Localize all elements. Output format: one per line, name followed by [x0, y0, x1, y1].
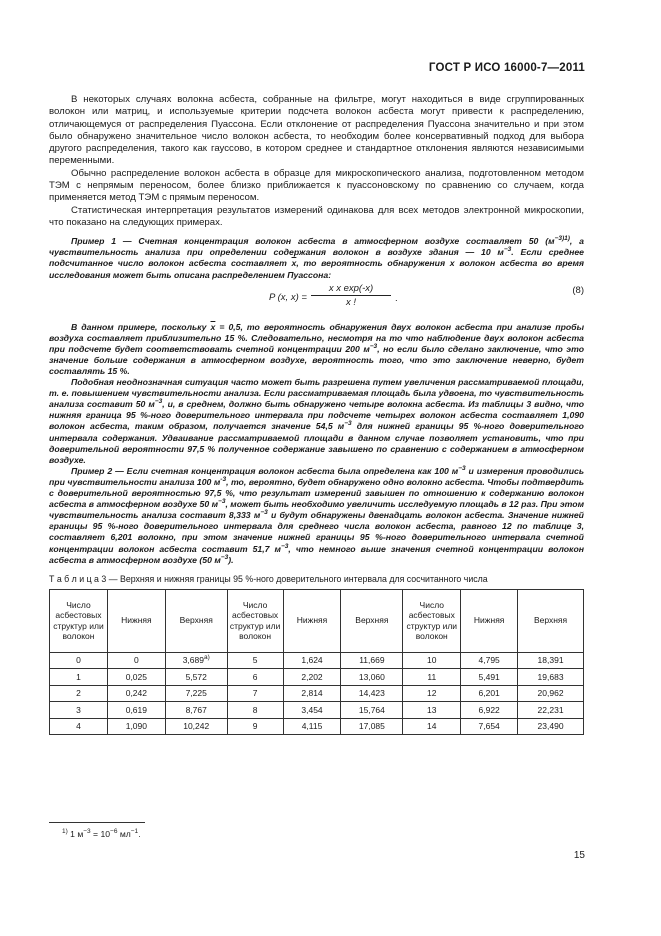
table-cell: 12 — [403, 685, 461, 702]
formula-fraction — [311, 283, 391, 308]
table-cell: 19,683 — [518, 669, 584, 686]
table-cell: 10 — [403, 652, 461, 669]
table-cell: 2,202 — [283, 669, 341, 686]
table-caption: Т а б л и ц а 3 — Верхняя и нижняя границы 95 %-ного доверительного интервала для сосчитанного числа — [49, 573, 488, 584]
example-2: Пример 2 — Если счетная концентрация волокон асбеста была определена как 100 $м^{-3}$ и измерения проводились при чувствительности анализа 100 $м^{-3}$, то, вероятно, будет обнаружено одно волокно асбеста. Чтобы подтвердить с доверительной вероятностью 97,5 %, что результат измерений завышен по отношению к содержанию волокон асбеста в атмосферном воздухе 50 $м^{-3}$, может быть необходимо увеличить исследуемую площадь в 12 раз. При этом чувствительность анализа составит 8,333 $м^{-3}$ и будут обнаружены двенадцать волокон асбеста. Значение нижней границы 95 %-ного доверительного интервала для среднего числа волокон асбеста, равного 12 по таблице 3, составляет 6,201 волокно, при этом значение нижней границы 95 %-ного доверительного интервала счетной концентрации волокон асбеста составит 51,7 $м^{-3}$, что немного выше значения счетной концентрации волокон асбеста в атмосферном воздухе (50 $м^{-3}$). — [49, 464, 585, 565]
table-row — [50, 669, 584, 686]
table-cell: 6,201 — [461, 685, 518, 702]
table-cell: 3 — [50, 702, 108, 719]
formula-denominator: x ! — [345, 296, 357, 308]
table-cell: 5,572 — [165, 669, 227, 686]
page-number: 15 — [573, 850, 585, 861]
table-cell: 4,115 — [283, 718, 341, 735]
example-1: Пример 1 — Счетная концентрация волокон асбеста в атмосферном воздухе составляет 50 ($м^{-3)1)}$, а чувствительность анализа при определении содержания волокон в воздухе здания — 10 $м^{-3}$. Если среднее подсчитанное число волокон асбеста составляет $\overline{x}$, то вероятность обнаружения x волокон асбеста во время исследования может быть описана распределением Пуассона: — [49, 235, 585, 280]
header-upper-2: Верхняя — [341, 589, 403, 652]
footnote-divider — [49, 822, 145, 823]
table-cell: 8 — [227, 702, 283, 719]
table-cell: 11,669 — [341, 652, 403, 669]
page-body — [49, 94, 584, 735]
table-row — [50, 702, 584, 719]
table-cell: 7 — [227, 685, 283, 702]
table-cell: 9 — [227, 718, 283, 735]
table-cell: 2 — [50, 685, 108, 702]
table-cell: 1,624 — [283, 652, 341, 669]
table-cell: 4,795 — [461, 652, 518, 669]
table-row — [50, 718, 584, 735]
example-1-continued: В данном примере, поскольку $\overline{x} = 0,5$, то вероятность обнаружения двух волокон асбеста при анализе пробы воздуха составляет приблизительно 15 %. Следовательно, несмотря на то что наблюдение двух волокон асбеста при подсчете будет соответствовать счетной концентрации 200 $м^{-3}$, но если было сделано заключение, что это значение больше содержания в атмосферном воздухе, вероятность того, что это заключение неверно, будет составлять 15 %. — [49, 321, 585, 377]
table-cell: 0,619 — [107, 702, 165, 719]
table-cell: 3,454 — [283, 702, 341, 719]
table-cell: 5 — [227, 652, 283, 669]
formula-end: . — [395, 292, 398, 304]
table-cell: 23,490 — [518, 718, 584, 735]
table-header-row — [50, 589, 584, 652]
footnote: $^{1)}$ 1 $м^{-3} = 10^{-6}$ $мл^{-1}$. — [62, 828, 141, 839]
table-cell: 0,242 — [107, 685, 165, 702]
paragraph-distribution: В некоторых случаях волокна асбеста, собранные на фильтре, могут находиться в виде сгруппированных волокон или матриц, и используемые критерии подсчета волокон асбеста могут привести к распределению, отличающемуся от распределения Пуассона. Если отклонение от распределения Пуассона значительно и при этом было обнаружено значительное число волокон асбеста, то необходим более консервативный подход для выбора другого распределения, такого как гауссово, в котором среднее и стандартное отклонения являются независимыми переменными. — [49, 94, 584, 167]
header-upper-3: Верхняя — [518, 589, 584, 652]
header-count-2: Число асбестовых структур или волокон — [227, 589, 283, 652]
table-row — [50, 652, 584, 669]
paragraph-tem-transfer: Обычно распределение волокон асбеста в образце для микроскопического анализа, подготовленном методом ТЭМ с непрямым переносом, более близко приближается к пуассоновскому по сравнению со случаем, когда применяется метод ТЭМ с прямым переносом. — [49, 167, 584, 204]
table-cell: 7,225 — [165, 685, 227, 702]
table-cell: 4 — [50, 718, 108, 735]
table-cell: 1 — [50, 669, 108, 686]
table-cell: 15,764 — [341, 702, 403, 719]
header-lower-1: Нижняя — [107, 589, 165, 652]
header-lower-2: Нижняя — [283, 589, 341, 652]
header-lower-3: Нижняя — [461, 589, 518, 652]
formula-lhs: P (x, x) = — [269, 291, 307, 303]
table-cell: 1,090 — [107, 718, 165, 735]
table-cell: 7,654 — [461, 718, 518, 735]
table-cell: 8,767 — [165, 702, 227, 719]
table-cell: 6 — [227, 669, 283, 686]
formula-numerator: x x exp(-x) — [311, 283, 391, 296]
table-cell: 14,423 — [341, 685, 403, 702]
example-1-area-doubling: Подобная неоднозначная ситуация часто может быть разрешена путем увеличения рассматриваемой площади, т. е. повышением чувствительности анализа. Если рассматриваемая площадь была удвоена, то чувствительность анализа составит 50 $м^{-3}$, и, в среднем, должно быть обнаружено четыре волокна асбеста. Из таблицы 3 видно, что нижняя граница 95 %-ного доверительного интервала при подсчете четырех волокон асбеста составляет 1,090 волокон асбеста, таким образом, получается значение 54,5 $м^{-3}$ для нижней границы 95 %-ного доверительного интервала содержания. Удваивание рассматриваемой площади в данном случае позволяет установить, что при доверительной вероятности 97,5 % полученное содержание завышено по сравнению с содержанием в атмосферном воздухе. — [49, 377, 584, 465]
table-cell: 20,962 — [518, 685, 584, 702]
header-upper-1: Верхняя — [165, 589, 227, 652]
confidence-interval-table — [49, 589, 584, 736]
table-cell: 14 — [403, 718, 461, 735]
table-cell: 18,391 — [518, 652, 584, 669]
table-cell: 0,025 — [107, 669, 165, 686]
poisson-formula — [49, 283, 584, 319]
header-count-1: Число асбестовых структур или волокон — [50, 589, 108, 652]
table-cell: 0 — [107, 652, 165, 669]
formula-number: (8) — [572, 284, 584, 296]
standard-header: ГОСТ Р ИСО 16000-7—2011 — [428, 62, 585, 74]
table-cell: 3,689$^{a)}$ — [165, 652, 227, 669]
table-cell: 0 — [50, 652, 108, 669]
table-footnote-mark: a) — [203, 654, 210, 662]
table-cell: 22,231 — [518, 702, 584, 719]
table-cell: 5,491 — [461, 669, 518, 686]
paragraph-interpretation: Статистическая интерпретация результатов измерений одинакова для всех методов электронной микроскопии, что показано на следующих примерах. — [49, 204, 584, 228]
table-row — [50, 685, 584, 702]
table-cell: 2,814 — [283, 685, 341, 702]
table-cell: 11 — [403, 669, 461, 686]
header-count-3: Число асбестовых структур или волокон — [403, 589, 461, 652]
table-cell: 6,922 — [461, 702, 518, 719]
table-cell: 10,242 — [165, 718, 227, 735]
table-cell: 13,060 — [341, 669, 403, 686]
table-cell: 13 — [403, 702, 461, 719]
table-cell: 17,085 — [341, 718, 403, 735]
